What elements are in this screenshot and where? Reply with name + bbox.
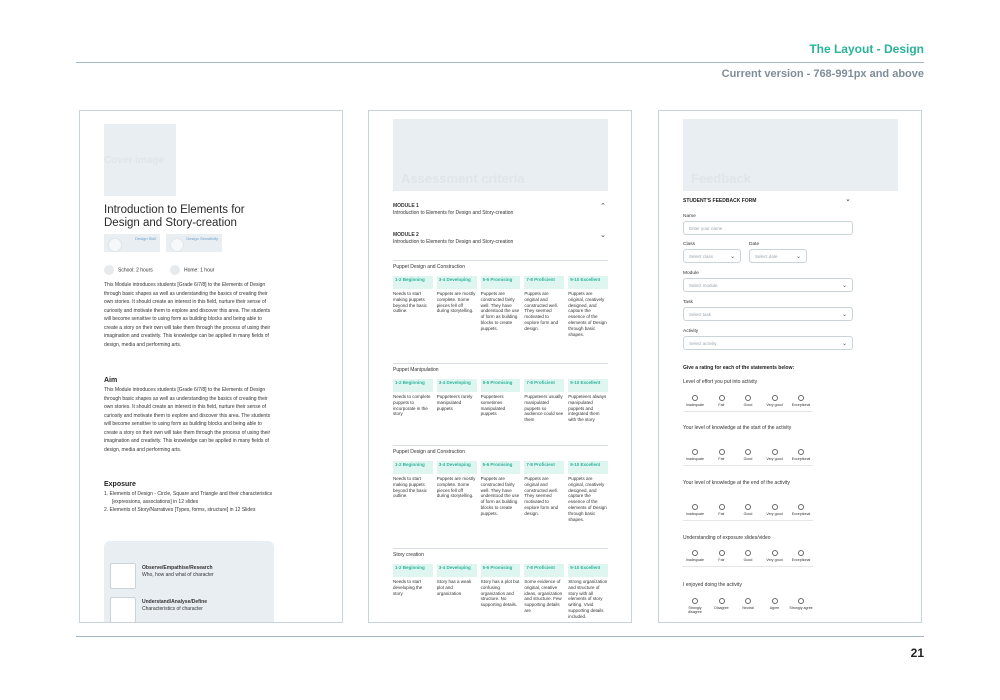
rating-option[interactable]: Fair (710, 449, 734, 461)
divider (683, 411, 813, 412)
rating-option[interactable]: Strongly agree (789, 598, 813, 614)
rating-option[interactable]: Inadequate (683, 550, 707, 562)
rubric-puppet-manipulation (393, 363, 608, 423)
stage-icon (110, 597, 136, 623)
chevron-down-icon: ⌄ (841, 283, 847, 289)
chevron-down-icon: ⌄ (841, 341, 847, 347)
chevron-down-icon: ⌄ (795, 254, 801, 260)
divider (683, 566, 813, 567)
design-skill-tag[interactable]: Design Skill (104, 234, 160, 252)
exposure-heading: Exposure (104, 481, 136, 488)
rubric-level: 7-8 Proficient (524, 276, 564, 289)
rubric-level: 5-6 Promising (481, 276, 521, 289)
rating-option[interactable]: Exceptional (789, 504, 813, 516)
school-duration: School: 2 hours (104, 265, 153, 275)
activity-label: Activity (683, 329, 699, 334)
rating-option[interactable]: Neutral (736, 598, 760, 614)
rubric-level: 7-8 Proficient (524, 461, 564, 474)
clock-icon (104, 265, 114, 275)
rating-option[interactable]: Good (736, 550, 760, 562)
rubric-title: Puppet Design and Construction (393, 260, 608, 272)
radio-button[interactable] (692, 504, 698, 510)
rubric-cell: Puppets are mostly complete. Some pieces fell off during storytelling. (436, 476, 476, 499)
aim-heading: Aim (104, 377, 118, 384)
rubric-level: 1-2 Beginning (393, 276, 433, 289)
rating-option[interactable]: Fair (710, 504, 734, 516)
rating-question: Your level of knowledge at the start of the activity (683, 425, 792, 431)
rubric-level: 5-6 Promising (481, 379, 521, 392)
name-input[interactable]: Enter your name (683, 221, 853, 235)
rating-question: Level of effort you put into activity (683, 379, 758, 385)
rubric-cell: Puppeteers always manipulated puppets and integrated them with the story (568, 394, 607, 423)
module-select[interactable]: Select module ⌄ (683, 278, 853, 292)
radio-button[interactable] (719, 449, 725, 455)
rubric-level: 3-4 Developing (437, 564, 477, 577)
class-select[interactable]: Select class ⌄ (683, 249, 741, 263)
chevron-down-icon: ⌄ (841, 312, 847, 318)
rubric-cell: Needs to complete puppets to incorporate in the story (393, 394, 431, 417)
radio-button[interactable] (798, 449, 804, 455)
radio-button[interactable] (745, 550, 751, 556)
rubric-level: 1-2 Beginning (393, 461, 433, 474)
stage-understand[interactable]: Understand/Analyse/Define Characteristics of character (142, 599, 208, 612)
rubric-story-creation (393, 548, 608, 620)
radio-button[interactable] (798, 504, 804, 510)
module-1-accordion[interactable]: MODULE 1 Introduction to Elements for Design and Story-creation ⌃ (393, 203, 606, 216)
radio-button[interactable] (745, 449, 751, 455)
rating-option[interactable]: Inadequate (683, 395, 707, 407)
rating-option[interactable]: Very good (763, 395, 787, 407)
class-label: Class (683, 242, 695, 247)
name-label: Name (683, 214, 696, 219)
radio-button[interactable] (692, 395, 698, 401)
rubric-cell: Puppets are original and constructed well. They seemed motivated to explore form and design. (524, 476, 559, 516)
rating-option[interactable]: Fair (710, 550, 734, 562)
rubric-level: 9-10 Excellent (568, 461, 608, 474)
cover-image-placeholder: Cover image (104, 124, 176, 196)
layout-title: The Layout - Design (809, 42, 924, 56)
tag-icon (108, 238, 122, 252)
radio-button[interactable] (692, 598, 698, 604)
rubric-title: Story creation (393, 548, 608, 560)
aim-paragraph: This Module introduces students [Grade 6/7/8] to the Elements of Design through basic shapes as well as understanding the basics of creating their own stories. It should create an interest in this field, nurture their sense of curiosity and motivate them to explore and discover this area. The students will become sensitive to using form as building blocks and being able to create a story on their own will take them through the process of using their imagination and creativity. This knowledge can be applied in many fields of design, media and performing arts. (104, 387, 271, 453)
rubric-cell: Puppeteers rarely manipulated puppets (436, 394, 473, 411)
rubric-cell: Some evidence of original, creative ideas, organization and structure. Few supporting details are (524, 579, 563, 613)
rubric-level: 5-6 Promising (481, 461, 521, 474)
rating-heading: Give a rating for each of the statements below: (683, 365, 795, 371)
date-label: Date (749, 242, 760, 247)
stage-observe[interactable]: Observe/Empathise/Research Who, how and what of character (142, 565, 214, 578)
radio-button[interactable] (719, 504, 725, 510)
rubric-cell: Puppets are original and constructed well. They seemed motivated to explore form and design. (524, 291, 559, 331)
radio-button[interactable] (745, 598, 751, 604)
rubric-puppet-design (393, 260, 608, 337)
rating-option[interactable]: Very good (763, 504, 787, 516)
feedback-placeholder: Feedback (683, 119, 898, 191)
rubric-level: 7-8 Proficient (524, 379, 564, 392)
chevron-up-icon[interactable]: ⌃ (600, 203, 606, 210)
radio-button[interactable] (719, 550, 725, 556)
rating-option[interactable]: Very good (763, 449, 787, 461)
radio-button[interactable] (692, 449, 698, 455)
version-subtitle: Current version - 768-991px and above (721, 68, 924, 80)
radio-button[interactable] (745, 504, 751, 510)
rubric-title: Puppet Design and Construction (393, 445, 608, 457)
rating-scale (683, 598, 813, 614)
radio-button[interactable] (772, 395, 778, 401)
radio-button[interactable] (772, 449, 778, 455)
radio-button[interactable] (719, 395, 725, 401)
rubric-cell: Puppeteers sometimes manipulated puppets (480, 394, 506, 417)
rubric-cell: Story has a plot but confusing organization and structure. No supporting details. (480, 579, 520, 608)
rating-question: Your level of knowledge at the end of the activity (683, 480, 790, 486)
list-item: 1. Elements of Design - Circle, Square and Triangle and their characteristics [expressions, associations] in 12 slides (104, 491, 273, 505)
rubric-cell: Needs to start making puppets beyond the basic outline. (393, 476, 428, 499)
rubric-cell: Puppets are constructed fairly well. They have understood the use of form as building blocks to create puppets. (480, 291, 520, 331)
rubric-level: 9-10 Excellent (568, 379, 608, 392)
radio-button[interactable] (772, 504, 778, 510)
rubric-level: 3-4 Developing (437, 379, 477, 392)
rubric-puppet-design-2 (393, 445, 608, 522)
rating-question: I enjoyed doing the activity (683, 582, 742, 588)
module-2-accordion[interactable]: MODULE 2 Introduction to Elements for Design and Story-creation ⌄ (393, 232, 606, 245)
rubric-cell: Puppets are mostly complete. Some pieces fell off during storytelling. (436, 291, 476, 314)
rating-option[interactable]: Good (736, 449, 760, 461)
task-label: Task (683, 300, 693, 305)
header-divider (76, 62, 924, 63)
rating-option[interactable]: Agree (763, 598, 787, 614)
rating-scale (683, 504, 813, 516)
chevron-down-icon[interactable]: ⌄ (600, 232, 606, 239)
rubric-level: 1-2 Beginning (393, 379, 433, 392)
design-sensitivity-tag[interactable]: Design Sensitivity (166, 234, 222, 252)
rubric-cell: Puppets are constructed fairly well. They have understood the use of form as building blocks to create puppets. (480, 476, 520, 516)
task-select[interactable]: Select task ⌄ (683, 307, 853, 321)
rubric-level: 1-2 Beginning (393, 564, 433, 577)
design-process-box (104, 541, 274, 623)
rubric-title: Puppet Manipulation (393, 363, 608, 375)
rating-option[interactable]: Inadequate (683, 449, 707, 461)
rating-option[interactable]: Inadequate (683, 504, 707, 516)
feedback-form-title: STUDENT'S FEEDBACK FORM (683, 198, 757, 204)
rubric-level: 9-10 Excellent (568, 564, 608, 577)
rating-option[interactable]: Strongly disagree (683, 598, 707, 614)
chevron-down-icon: ⌄ (729, 254, 735, 260)
rating-scale (683, 550, 813, 562)
list-item: 2. Elements of Story/Narratives [Types, forms, structure] in 12 Slides (104, 507, 256, 513)
module-overview-panel (79, 110, 343, 623)
rubric-level: 3-4 Developing (437, 276, 477, 289)
radio-button[interactable] (798, 598, 804, 604)
radio-button[interactable] (692, 550, 698, 556)
rubric-cell: Puppets are original, creatively designed, and capture the essence of the elements of Design through basic shapes. (568, 476, 607, 522)
stage-icon (110, 563, 136, 589)
radio-button[interactable] (772, 550, 778, 556)
rating-option[interactable]: Exceptional (789, 395, 813, 407)
rating-scale (683, 395, 813, 407)
rating-option[interactable]: Fair (710, 395, 734, 407)
exposure-list (104, 491, 276, 516)
date-select[interactable]: Select date ⌄ (749, 249, 807, 263)
rating-option[interactable]: Exceptional (789, 449, 813, 461)
rubric-cell: Story has a weak plot and organization (436, 579, 472, 596)
module-label: Module (683, 271, 699, 276)
radio-button[interactable] (719, 598, 725, 604)
rating-option[interactable]: Very good (763, 550, 787, 562)
rating-option[interactable]: Good (736, 395, 760, 407)
assessment-criteria-placeholder: Assessment criteria (393, 119, 608, 191)
tag-icon (170, 238, 184, 252)
module-title: Introduction to Elements for Design and Story-creation (104, 204, 245, 229)
feedback-panel (658, 110, 922, 623)
radio-button[interactable] (745, 395, 751, 401)
footer-divider (76, 636, 924, 637)
rubric-cell: Puppets are original, creatively designed, and capture the essence of the elements of Design through basic shapes. (568, 291, 607, 337)
assessment-panel (368, 110, 632, 623)
rubric-level: 3-4 Developing (437, 461, 477, 474)
activity-select[interactable]: Select activity ⌄ (683, 336, 853, 350)
home-duration: Home: 1 hour (170, 265, 214, 275)
rating-question: Understanding of exposure slides/video (683, 535, 771, 541)
page-number: 21 (910, 646, 924, 660)
rubric-level: 9-10 Excellent (568, 276, 608, 289)
rating-option[interactable]: Good (736, 504, 760, 516)
chevron-down-icon[interactable]: ⌄ (845, 196, 851, 203)
rubric-cell: Needs to start developing the story (393, 579, 423, 596)
clock-icon (170, 265, 180, 275)
rating-option[interactable]: Exceptional (789, 550, 813, 562)
rubric-cell: Strong organization and structure of story with all elements of story writing. Vivid supporting details included. (568, 579, 608, 619)
divider (683, 465, 813, 466)
radio-button[interactable] (772, 598, 778, 604)
rating-scale (683, 449, 813, 461)
rating-option[interactable]: Disagree (710, 598, 734, 614)
rubric-cell: Puppeteers usually manipulated puppets so audience could see them (524, 394, 564, 423)
divider (683, 520, 813, 521)
radio-button[interactable] (798, 550, 804, 556)
rubric-cell: Needs to start making puppets beyond the basic outline. (393, 291, 428, 314)
rubric-level: 7-8 Proficient (524, 564, 564, 577)
radio-button[interactable] (798, 395, 804, 401)
rubric-level: 5-6 Promising (481, 564, 521, 577)
intro-paragraph: This Module introduces students [Grade 6/7/8] to the Elements of Design through basic shapes as well as understanding the basics of creating their own stories. It should create an interest in this field, nurture their sense of curiosity and motivate them to explore and discover this area. The students will become sensitive to using form as building blocks and being able to create a story on their own will take them through the process of using their imagination and creativity. This knowledge can be applied in many fields of design, media and performing arts. (104, 282, 271, 348)
